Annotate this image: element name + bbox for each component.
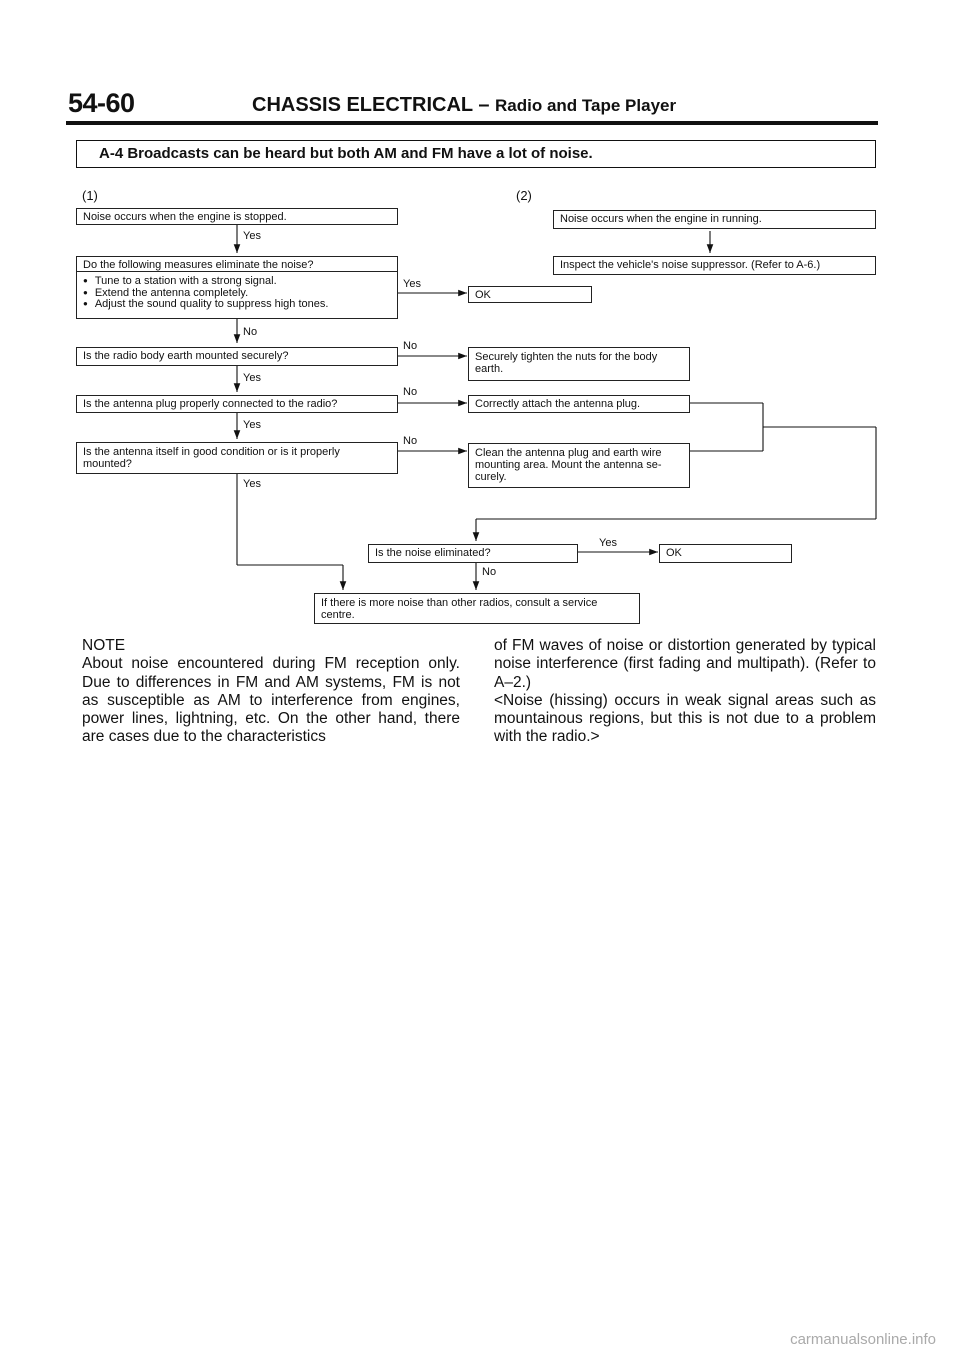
- section-title: A-4 Broadcasts can be heard but both AM and FM have a lot of noise.: [76, 140, 876, 168]
- measure-item: ● Extend the antenna completely.: [83, 288, 391, 300]
- step-noise-engine-stopped: Noise occurs when the engine is stopped.: [76, 208, 398, 225]
- action-attach-plug: Correctly attach the antenna plug.: [468, 395, 690, 413]
- note-left-column: [82, 637, 460, 747]
- column-2-label: (2): [516, 188, 532, 203]
- label-yes: Yes: [243, 372, 261, 384]
- label-no: No: [403, 386, 418, 398]
- step-noise-engine-running: Noise occurs when the engine in running.: [553, 210, 876, 229]
- label-yes: Yes: [243, 419, 261, 431]
- action-clean-antenna: Clean the antenna plug and earth wire mounting area. Mount the antenna se-curely.: [468, 443, 690, 488]
- note-right-text: of FM waves of noise or distortion generated by typical noise interference (first fading and multipath). (Refer to A–2.): [494, 637, 876, 691]
- measure-item: ● Tune to a station with a strong signal.: [83, 276, 391, 288]
- title-main: CHASSIS ELECTRICAL: [252, 94, 473, 116]
- note-left-text: About noise encountered during FM reception only. Due to differences in FM and AM systems, FM is not as susceptible as AM to interference from engines, power lines, lightning, etc. On the other hand, there are cases due to the characteristics: [82, 655, 460, 746]
- step-radio-earth: Is the radio body earth mounted securely?: [76, 347, 398, 366]
- page-number: 54-60: [68, 88, 135, 118]
- ok-result-2: OK: [659, 544, 792, 563]
- label-no: No: [403, 435, 418, 447]
- step-measures: [76, 256, 398, 319]
- title-dash: –: [478, 94, 490, 116]
- label-no: No: [403, 340, 418, 352]
- label-yes: Yes: [403, 278, 421, 290]
- step-inspect-suppressor: Inspect the vehicle's noise suppressor. (Refer to A-6.): [553, 256, 876, 275]
- label-no: No: [243, 326, 258, 338]
- ok-result-1: OK: [468, 286, 592, 303]
- label-yes: Yes: [243, 230, 261, 242]
- footer-watermark: carmanualsonline.info: [790, 1331, 936, 1348]
- label-yes: Yes: [599, 537, 617, 549]
- final-consult-service: If there is more noise than other radios, consult a service centre.: [314, 593, 640, 624]
- label-yes: Yes: [243, 478, 261, 490]
- title-sub: Radio and Tape Player: [495, 96, 677, 115]
- note-heading: NOTE: [82, 637, 126, 654]
- action-tighten-earth: Securely tighten the nuts for the body earth.: [468, 347, 690, 381]
- column-1-label: (1): [82, 188, 98, 203]
- note-right-column: [494, 637, 876, 747]
- step-antenna-plug: Is the antenna plug properly connected to the radio?: [76, 395, 398, 413]
- label-no: No: [482, 566, 497, 578]
- step-antenna-condition: Is the antenna itself in good condition or is it properly mounted?: [76, 442, 398, 474]
- measure-item: ● Adjust the sound quality to suppress high tones.: [83, 299, 391, 311]
- question-noise-eliminated: Is the noise eliminated?: [368, 544, 578, 563]
- measures-question: Do the following measures eliminate the noise?: [77, 257, 397, 272]
- measures-list: [77, 272, 397, 311]
- note-right-text-2: <Noise (hissing) occurs in weak signal areas such as mountainous regions, but this is not due to a problem with the radio.>: [494, 691, 876, 746]
